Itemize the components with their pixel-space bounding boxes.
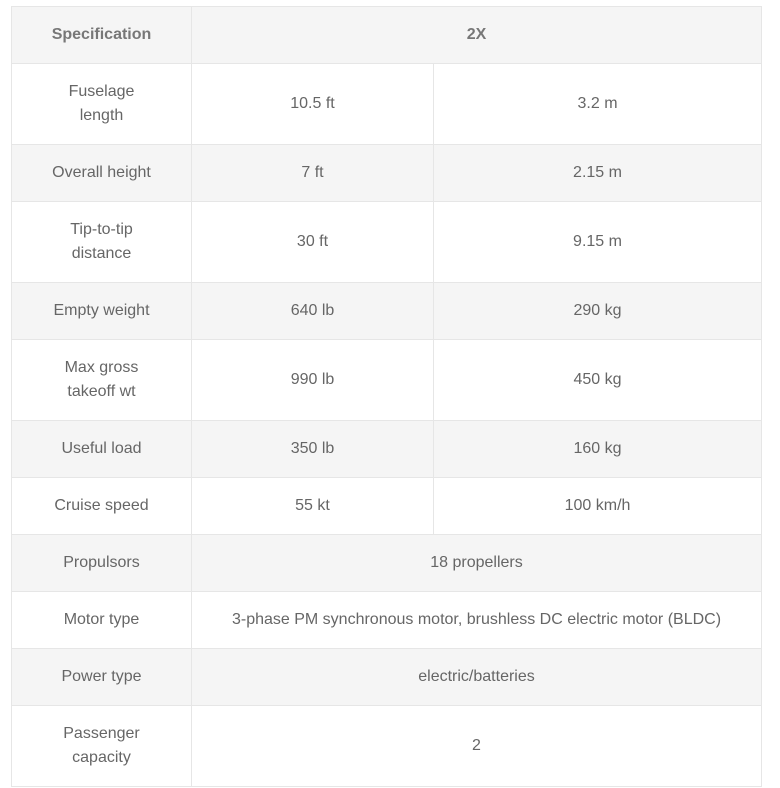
spanning-value: 3-phase PM synchronous motor, brushless DC electric motor (BLDC) (192, 592, 762, 649)
specification-table (11, 6, 762, 787)
metric-value: 100 km/h (434, 478, 762, 535)
specification-header: Specification (12, 7, 192, 64)
row-label: Empty weight (12, 283, 192, 340)
row-label: Overall height (12, 145, 192, 202)
imperial-value: 30 ft (192, 202, 434, 283)
spanning-value: electric/batteries (192, 649, 762, 706)
row-label: Passenger capacity (12, 706, 192, 787)
row-label: Motor type (12, 592, 192, 649)
table-header-row (12, 7, 762, 64)
metric-value: 9.15 m (434, 202, 762, 283)
imperial-value: 350 lb (192, 421, 434, 478)
table-row (12, 64, 762, 145)
imperial-value: 10.5 ft (192, 64, 434, 145)
table-row (12, 535, 762, 592)
spanning-value: 2 (192, 706, 762, 787)
imperial-value: 55 kt (192, 478, 434, 535)
row-label: Max gross takeoff wt (12, 340, 192, 421)
metric-value: 2.15 m (434, 145, 762, 202)
table-row (12, 202, 762, 283)
spanning-value: 18 propellers (192, 535, 762, 592)
table-row (12, 421, 762, 478)
row-label: Fuselage length (12, 64, 192, 145)
table-row (12, 283, 762, 340)
metric-value: 290 kg (434, 283, 762, 340)
row-label: Power type (12, 649, 192, 706)
table-row (12, 592, 762, 649)
imperial-value: 990 lb (192, 340, 434, 421)
metric-value: 160 kg (434, 421, 762, 478)
table-row (12, 145, 762, 202)
row-label: Tip-to-tip distance (12, 202, 192, 283)
row-label: Propulsors (12, 535, 192, 592)
imperial-value: 7 ft (192, 145, 434, 202)
table-row (12, 340, 762, 421)
table-row (12, 478, 762, 535)
metric-value: 450 kg (434, 340, 762, 421)
model-header: 2X (192, 7, 762, 64)
metric-value: 3.2 m (434, 64, 762, 145)
imperial-value: 640 lb (192, 283, 434, 340)
row-label: Cruise speed (12, 478, 192, 535)
table-row (12, 706, 762, 787)
row-label: Useful load (12, 421, 192, 478)
table-row (12, 649, 762, 706)
